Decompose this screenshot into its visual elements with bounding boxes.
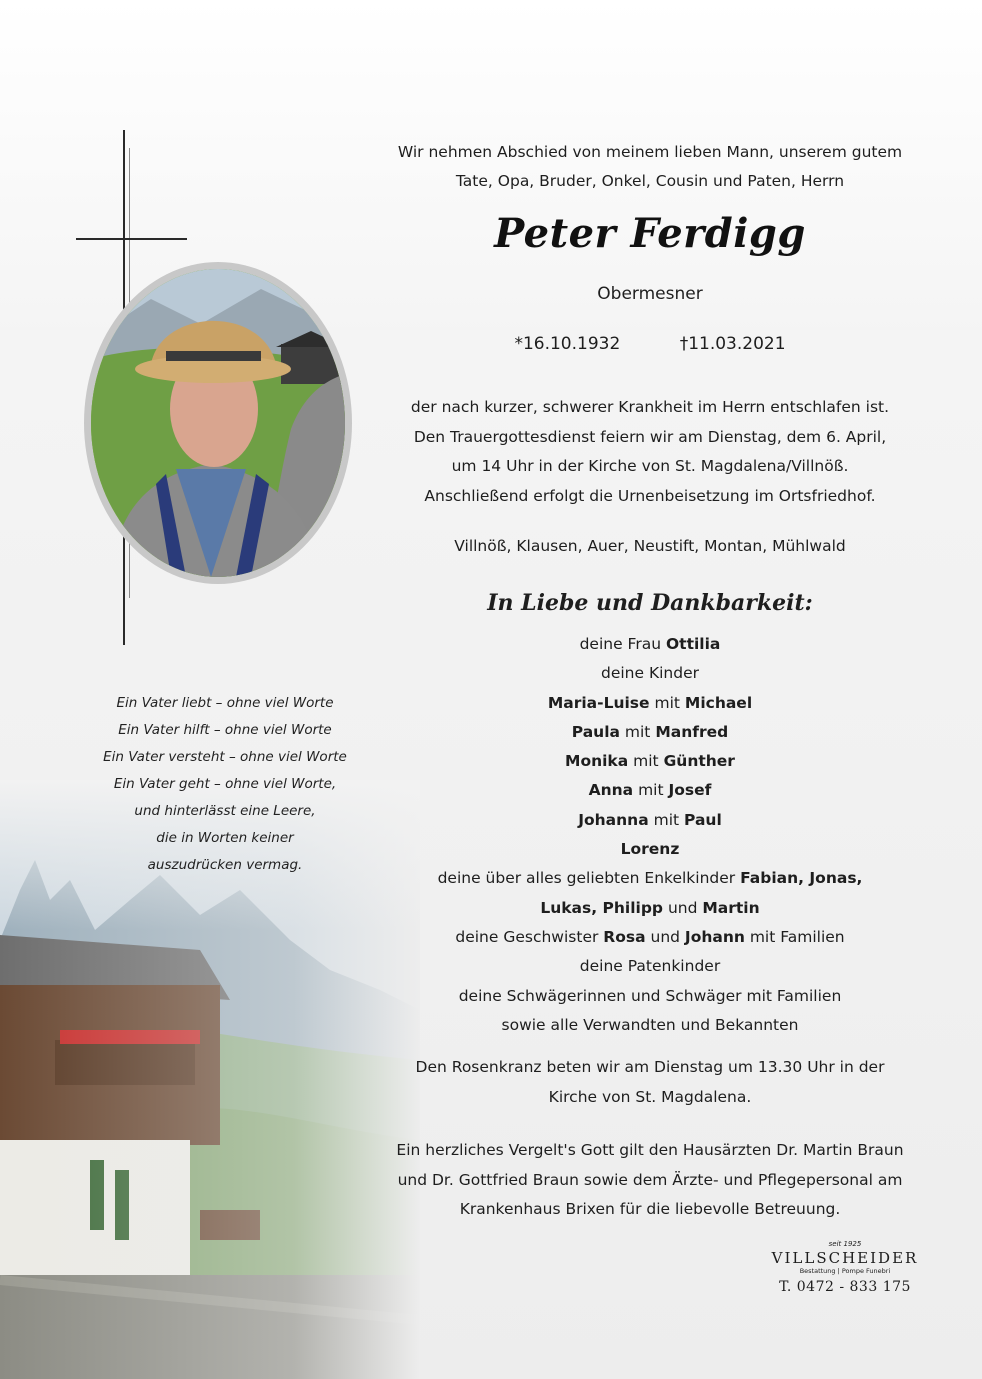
family-text: mit <box>633 781 669 800</box>
deceased-role: Obermesner <box>597 284 703 304</box>
family-member-name: Paul <box>684 810 722 829</box>
family-member-name: Maria-Luise <box>547 693 650 712</box>
poem-line: Ein Vater geht – ohne viel Worte, <box>113 776 337 792</box>
family-line <box>385 894 915 923</box>
family-member-name: Monika <box>565 752 629 771</box>
family-line <box>385 1011 915 1040</box>
family-text: deine Frau <box>579 635 666 653</box>
family-text: deine Patenkinder <box>579 957 721 976</box>
family-line <box>385 659 915 688</box>
family-member-name: Anna <box>588 781 634 800</box>
family-text: mit <box>628 752 664 771</box>
poem-line: Ein Vater versteht – ohne viel Worte <box>103 749 347 765</box>
family-member-name: Paula <box>571 722 620 741</box>
family-member-name: Michael <box>684 693 753 712</box>
family-member-name: Johann <box>684 927 745 946</box>
family-line <box>385 776 915 805</box>
thanks-heading: In Liebe und Dankbarkeit: <box>487 590 813 616</box>
family-member-name: Lorenz <box>620 840 680 859</box>
logo-phone: T. 0472 - 833 175 <box>779 1279 911 1295</box>
logo-brand: VILLSCHEIDER <box>771 1249 919 1267</box>
notice-line: um 14 Uhr in der Kirche von St. Magdalena/Villnöß. <box>451 457 849 475</box>
rosary-line: Den Rosenkranz beten wir am Dienstag um 13.30 Uhr in der <box>415 1058 885 1076</box>
funeral-notice <box>385 393 915 511</box>
family-line <box>385 718 915 747</box>
family-line <box>385 689 915 718</box>
family-text: deine Schwägerinnen und Schwäger mit Familien <box>458 986 842 1005</box>
gratitude-line: und Dr. Gottfried Braun sowie dem Ärzte- und Pflegepersonal am <box>397 1170 903 1189</box>
family-line <box>385 952 915 981</box>
cross-icon-horizontal <box>76 238 187 240</box>
family-text: deine über alles geliebten Enkelkinder <box>437 869 741 888</box>
notice-line: der nach kurzer, schwerer Krankheit im Herrn entschlafen ist. <box>410 398 890 416</box>
family-member-name: Ottilia <box>665 635 721 653</box>
family-member-name: Rosa <box>603 927 646 946</box>
rosary-line: Kirche von St. Magdalena. <box>548 1087 752 1106</box>
family-text: und <box>663 898 703 917</box>
intro-text <box>385 138 915 196</box>
gratitude-text <box>385 1136 915 1225</box>
family-member-name: Martin <box>702 898 760 917</box>
poem <box>70 690 380 879</box>
family-text: mit <box>648 810 685 829</box>
family-member-name: Lukas, Philipp <box>540 898 664 917</box>
notice-line: Den Trauergottesdienst feiern wir am Dienstag, dem 6. April, <box>413 427 887 446</box>
family-line <box>385 630 915 659</box>
family-text: mit Familien <box>744 927 845 946</box>
poem-line: Ein Vater liebt – ohne viel Worte <box>116 695 334 711</box>
intro-line: Tate, Opa, Bruder, Onkel, Cousin und Paten, Herrn <box>455 172 845 190</box>
places-list: Villnöß, Klausen, Auer, Neustift, Montan, Mühlwald <box>454 537 846 555</box>
birth-date: *16.10.1932 <box>514 334 621 354</box>
family-line <box>385 747 915 776</box>
gratitude-line: Krankenhaus Brixen für die liebevolle Betreuung. <box>459 1200 841 1218</box>
notice-line: Anschließend erfolgt die Urnenbeisetzung im Ortsfriedhof. <box>424 486 876 505</box>
family-line <box>385 835 915 864</box>
family-member-name: Josef <box>668 781 712 800</box>
family-member-name: Manfred <box>655 722 729 741</box>
deceased-name: Peter Ferdigg <box>494 210 806 257</box>
rosary-notice <box>385 1053 915 1112</box>
funeral-home-logo <box>760 1240 930 1298</box>
family-member-name: Fabian, Jonas, <box>740 869 863 888</box>
gratitude-line: Ein herzliches Vergelt's Gott gilt den Hausärzten Dr. Martin Braun <box>396 1141 904 1159</box>
poem-line: die in Worten keiner <box>156 830 294 846</box>
logo-since: seit 1925 <box>828 1240 862 1248</box>
poem-line: Ein Vater hilft – ohne viel Worte <box>118 722 332 738</box>
portrait-frame <box>84 262 352 584</box>
logo-subtitle: Bestattung | Pompe Funebri <box>799 1267 891 1275</box>
family-text: und <box>645 927 685 946</box>
death-date: †11.03.2021 <box>679 334 786 354</box>
family-text: sowie alle Verwandten und Bekannten <box>501 1015 799 1034</box>
family-list <box>385 630 915 1040</box>
portrait-illustration <box>91 269 345 577</box>
life-dates <box>385 334 915 354</box>
portrait-photo <box>91 269 345 577</box>
poem-line: und hinterlässt eine Leere, <box>134 803 316 819</box>
family-text: mit <box>649 693 685 712</box>
family-line <box>385 982 915 1011</box>
family-text: mit <box>619 722 656 741</box>
family-text: deine Kinder <box>600 664 699 683</box>
family-text: deine Geschwister <box>455 927 604 946</box>
family-line <box>385 806 915 835</box>
family-line <box>385 864 915 893</box>
family-line <box>385 923 915 952</box>
family-member-name: Günther <box>663 752 735 771</box>
family-member-name: Johanna <box>578 810 649 829</box>
intro-line: Wir nehmen Abschied von meinem lieben Mann, unserem gutem <box>397 143 903 161</box>
poem-line: auszudrücken vermag. <box>147 857 303 873</box>
